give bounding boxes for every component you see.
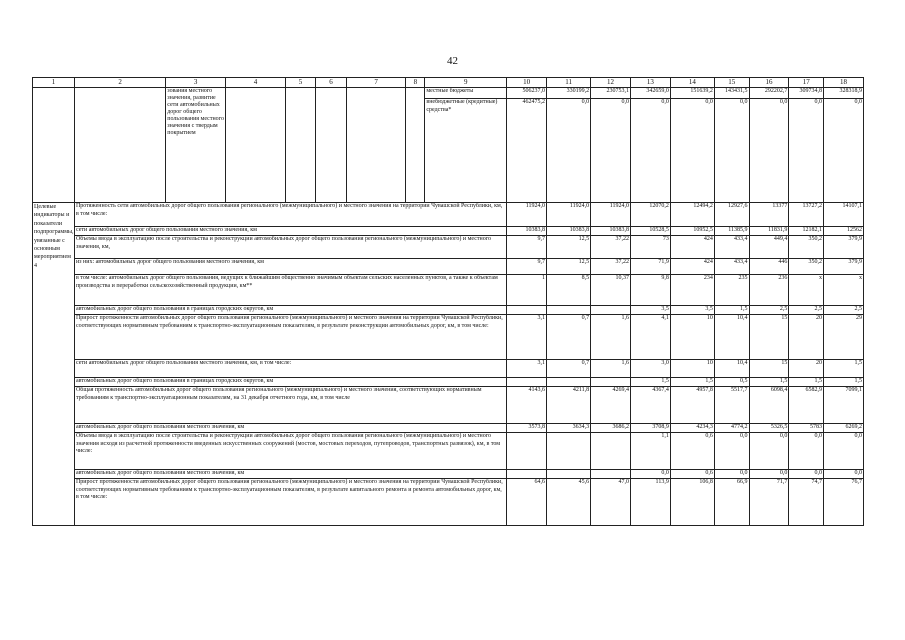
column-number: 8 — [406, 78, 425, 88]
cell-value: 3,1 — [507, 315, 547, 360]
cell-value: 0,0 — [714, 99, 749, 203]
cell-value — [547, 306, 591, 315]
cell-value: 0,7 — [547, 315, 591, 360]
cell-value: 3686,2 — [591, 424, 631, 433]
column-number: 17 — [789, 78, 824, 88]
cell-value — [591, 378, 631, 387]
cell-value: 379,9 — [824, 259, 864, 275]
indicator-name: из них: автомобильных дорог общего пользования местного значения, км — [74, 259, 506, 275]
cell-value: 10,37 — [591, 275, 631, 306]
cell-value: 0,0 — [630, 99, 670, 203]
column-number: 6 — [316, 78, 346, 88]
cell-value: 350,2 — [789, 259, 824, 275]
cell-value: 10 — [670, 315, 714, 360]
cell-value: 10528,5 — [630, 227, 670, 236]
cell-value: 1,5 — [714, 306, 749, 315]
cell-value: 37,22 — [591, 236, 631, 259]
cell-value: 8,5 — [547, 275, 591, 306]
cell-value: 12182,1 — [789, 227, 824, 236]
cell-value: 462475,2 — [507, 99, 547, 203]
cell-value: 73 — [630, 236, 670, 259]
cell-value: 3634,3 — [547, 424, 591, 433]
funding-source: внебюджетные (кредитные) средства* — [425, 99, 507, 203]
cell-value: 4774,2 — [714, 424, 749, 433]
cell-value: 13727,2 — [789, 203, 824, 227]
column-number: 15 — [714, 78, 749, 88]
cell-value: 350,2 — [789, 236, 824, 259]
cell-value: 506237,0 — [507, 88, 547, 99]
cell-value: 10383,8 — [507, 227, 547, 236]
cell-value: 7099,1 — [824, 387, 864, 424]
cell-value: 446 — [749, 259, 789, 275]
cell-value: 4211,8 — [547, 387, 591, 424]
cell-value: 10,4 — [714, 315, 749, 360]
cell-value: 143431,5 — [714, 88, 749, 99]
indicator-row — [33, 275, 864, 306]
cell-value: 5326,5 — [749, 424, 789, 433]
cell-value: 0,0 — [714, 433, 749, 470]
cell-value: x — [789, 275, 824, 306]
cell-value: 15 — [749, 315, 789, 360]
cell-value: 10 — [670, 360, 714, 378]
indicator-row — [33, 306, 864, 315]
cell-value: 2,5 — [824, 306, 864, 315]
column-number: 18 — [824, 78, 864, 88]
cell-value: 4957,8 — [670, 387, 714, 424]
cell-value: 4234,3 — [670, 424, 714, 433]
indicator-row — [33, 424, 864, 433]
cell-value: 2,5 — [789, 306, 824, 315]
cell-value: 235 — [714, 275, 749, 306]
cell-value: 15 — [749, 360, 789, 378]
cell-value: 71,9 — [630, 259, 670, 275]
cell-value: 113,9 — [630, 479, 670, 526]
column-number: 5 — [285, 78, 315, 88]
indicator-name: Прирост протяженности автомобильных дорог общего пользования регионального (межмуниципального) и местного значения на территории Чувашской Республики, соответствующих нормативным требованиям к транспортно-эксплуатационным показателям, в результате капитального ремонта и ремонта автомобильных дорог, км, в том числе: — [74, 479, 506, 526]
cell-value: 11924,0 — [547, 203, 591, 227]
indicator-name: сети автомобильных дорог общего пользования местного значения, км, в том числе: — [74, 360, 506, 378]
cell-value: 3,0 — [630, 360, 670, 378]
column-number: 2 — [74, 78, 165, 88]
cell-value — [547, 378, 591, 387]
cell-value: 2,5 — [749, 306, 789, 315]
column-number: 16 — [749, 78, 789, 88]
cell-value: 433,4 — [714, 236, 749, 259]
cell-value: 13377 — [749, 203, 789, 227]
cell-value: 10383,8 — [547, 227, 591, 236]
indicator-row — [33, 479, 864, 526]
cell-value: 12,5 — [547, 236, 591, 259]
indicator-group-label: Целевые индикаторы и показатели подпрограммы, увязанные с основным мероприятием 4 — [33, 203, 75, 526]
cell-value: 234 — [670, 275, 714, 306]
indicator-row — [33, 387, 864, 424]
cell-value: 0,0 — [824, 433, 864, 470]
indicator-name: автомобильных дорог общего пользования местного значения, км — [74, 470, 506, 479]
cell-value: 11831,9 — [749, 227, 789, 236]
cell-value: 0,0 — [714, 470, 749, 479]
cell-value: 3708,9 — [630, 424, 670, 433]
cell-value — [591, 433, 631, 470]
cell-value: 4143,6 — [507, 387, 547, 424]
cell-value: 6098,4 — [749, 387, 789, 424]
cell-value: 66,9 — [714, 479, 749, 526]
cell-value: 3,1 — [507, 360, 547, 378]
cell-value: 20 — [789, 315, 824, 360]
indicator-name: Объемы ввода в эксплуатацию после строительства и реконструкции автомобильных дорог общего пользования регионального (межмуниципального) и местного значения исходя из расчетной протяженности введенных искусственных сооружений (мостов, мостовых переходов, путепроводов, транспортных развязок), км, в том числе: — [74, 433, 506, 470]
cell-value: 10952,5 — [670, 227, 714, 236]
indicator-row — [33, 315, 864, 360]
cell-value: 328318,9 — [824, 88, 864, 99]
cell-value — [507, 306, 547, 315]
cell-value: 0,0 — [789, 470, 824, 479]
indicator-name: Общая протяженность автомобильных дорог общего пользования регионального (межмуниципального) и местного значения, соответствующих нормативным требованиям к транспортно-эксплуатационным показателям, на 31 декабря отчетного года, км, в том числе — [74, 387, 506, 424]
cell-value: 20 — [789, 360, 824, 378]
cell-value: 6269,2 — [824, 424, 864, 433]
cell-value: 11924,0 — [507, 203, 547, 227]
cell-value: 1,5 — [670, 378, 714, 387]
cell-value: 3573,8 — [507, 424, 547, 433]
page-number: 42 — [447, 55, 458, 67]
cell-value — [547, 433, 591, 470]
column-number: 13 — [630, 78, 670, 88]
cell-value: 1,6 — [591, 315, 631, 360]
cell-value: 3,5 — [670, 306, 714, 315]
cell-value: 12070,2 — [630, 203, 670, 227]
cell-value: 1 — [507, 275, 547, 306]
column-number: 1 — [33, 78, 75, 88]
cell-value: 0,0 — [749, 470, 789, 479]
column-number: 9 — [425, 78, 507, 88]
column-number-row — [33, 78, 864, 88]
indicator-name: Протяженность сети автомобильных дорог общего пользования регионального (межмуниципального) и местного значения на территории Чувашской Республики, км, в том числе: — [74, 203, 506, 227]
cell-value: 71,7 — [749, 479, 789, 526]
cell-value: 106,8 — [670, 479, 714, 526]
cell-value: 236 — [749, 275, 789, 306]
column-number: 3 — [166, 78, 226, 88]
cell-value — [591, 470, 631, 479]
cell-value: 1,5 — [824, 378, 864, 387]
cell-value: 64,6 — [507, 479, 547, 526]
cell-value: 1,5 — [824, 360, 864, 378]
cell-value: 1,5 — [789, 378, 824, 387]
cell-value: 330199,2 — [547, 88, 591, 99]
cell-value: 37,22 — [591, 259, 631, 275]
cell-value: x — [824, 275, 864, 306]
indicator-name: Прирост протяженности автомобильных дорог общего пользования регионального (межмуниципального) и местного значения на территории Чувашской Республики, соответствующих нормативным требованиям к транспортно-эксплуатационным показателям, в результате реконструкции автомобильных дорог, км, в том числе: — [74, 315, 506, 360]
cell-value — [507, 378, 547, 387]
cell-value: 12927,6 — [714, 203, 749, 227]
cell-value: 0,0 — [547, 99, 591, 203]
cell-value: 1,6 — [591, 360, 631, 378]
cell-value: 0,0 — [789, 433, 824, 470]
cell-value — [507, 433, 547, 470]
cell-value: 47,0 — [591, 479, 631, 526]
cell-value: 4269,4 — [591, 387, 631, 424]
cell-value: 10383,8 — [591, 227, 631, 236]
cell-value: 11385,9 — [714, 227, 749, 236]
cell-value: 0,0 — [824, 470, 864, 479]
cell-value: 449,4 — [749, 236, 789, 259]
cell-value: 11924,0 — [591, 203, 631, 227]
cell-value: 12494,2 — [670, 203, 714, 227]
indicator-name: Объемы ввода в эксплуатацию после строительства и реконструкции автомобильных дорог общего пользования регионального (межмуниципального) и местного значения, км, — [74, 236, 506, 259]
cell-value: 0,0 — [824, 99, 864, 203]
cell-value: 230753,1 — [591, 88, 631, 99]
indicator-name: автомобильных дорог общего пользования в границах городских округов, км — [74, 378, 506, 387]
cell-value: 5783 — [789, 424, 824, 433]
cell-value: 379,9 — [824, 236, 864, 259]
indicator-row — [33, 470, 864, 479]
cell-value: 1,5 — [630, 378, 670, 387]
funding-row — [33, 88, 864, 99]
cell-value: 292202,7 — [749, 88, 789, 99]
cell-value: 74,7 — [789, 479, 824, 526]
indicator-row — [33, 203, 864, 227]
cell-value: 433,4 — [714, 259, 749, 275]
cell-value — [591, 306, 631, 315]
indicator-name: автомобильных дорог общего пользования в границах городских округов, км — [74, 306, 506, 315]
column-number: 11 — [547, 78, 591, 88]
cell-value: 342659,0 — [630, 88, 670, 99]
cell-value: 45,6 — [547, 479, 591, 526]
cell-value: 0,5 — [714, 378, 749, 387]
cell-value: 424 — [670, 236, 714, 259]
cell-value: 0,0 — [749, 99, 789, 203]
column-number: 7 — [346, 78, 406, 88]
cell-value: 14107,1 — [824, 203, 864, 227]
indicator-name: сети автомобильных дорог общего пользования местного значения, км — [74, 227, 506, 236]
cell-value: 0,0 — [591, 99, 631, 203]
cell-value: 4367,4 — [630, 387, 670, 424]
cell-value: 0,6 — [670, 433, 714, 470]
cell-value: 12,5 — [547, 259, 591, 275]
cell-value: 3,5 — [630, 306, 670, 315]
cell-value: 0,0 — [749, 433, 789, 470]
indicator-name: автомобильных дорог общего пользования местного значения, км — [74, 424, 506, 433]
indicator-row — [33, 236, 864, 259]
cell-value: 0,0 — [670, 99, 714, 203]
indicator-row — [33, 259, 864, 275]
column-number: 10 — [507, 78, 547, 88]
cell-value: 0,6 — [670, 470, 714, 479]
indicator-row — [33, 433, 864, 470]
cell-value: 12562 — [824, 227, 864, 236]
cell-value — [547, 470, 591, 479]
cell-value — [507, 470, 547, 479]
cell-value: 0,0 — [789, 99, 824, 203]
cell-value: 10,4 — [714, 360, 749, 378]
cell-value: 4,1 — [630, 315, 670, 360]
cell-value: 309734,8 — [789, 88, 824, 99]
funding-source: местные бюджеты — [425, 88, 507, 99]
cell-value: 9,7 — [507, 259, 547, 275]
cell-value: 76,7 — [824, 479, 864, 526]
indicator-table — [32, 77, 864, 526]
indicator-row — [33, 227, 864, 236]
cell-value: 1,1 — [630, 433, 670, 470]
cell-value: 9,7 — [507, 236, 547, 259]
cell-value: 151639,2 — [670, 88, 714, 99]
indicator-row — [33, 360, 864, 378]
column-number: 14 — [670, 78, 714, 88]
indicator-name: в том числе: автомобильных дорог общего пользования, ведущих к ближайшим общественно значимым объектам сельских населенных пунктов, а также к объектам производства и переработки сельскохозяйственный продукции, км** — [74, 275, 506, 306]
cell-value: 6582,9 — [789, 387, 824, 424]
cell-value: 1,5 — [749, 378, 789, 387]
cell-value: 0,0 — [630, 470, 670, 479]
cell-value: 29 — [824, 315, 864, 360]
cell-value: 9,8 — [630, 275, 670, 306]
column-number: 4 — [226, 78, 286, 88]
cell-value: 0,7 — [547, 360, 591, 378]
indicator-row — [33, 378, 864, 387]
measure-description: зования местного значения, развитие сети автомобильных дорог общего пользования местного значения с твердым покрытием — [166, 88, 226, 203]
column-number: 12 — [591, 78, 631, 88]
cell-value: 424 — [670, 259, 714, 275]
cell-value: 5517,7 — [714, 387, 749, 424]
